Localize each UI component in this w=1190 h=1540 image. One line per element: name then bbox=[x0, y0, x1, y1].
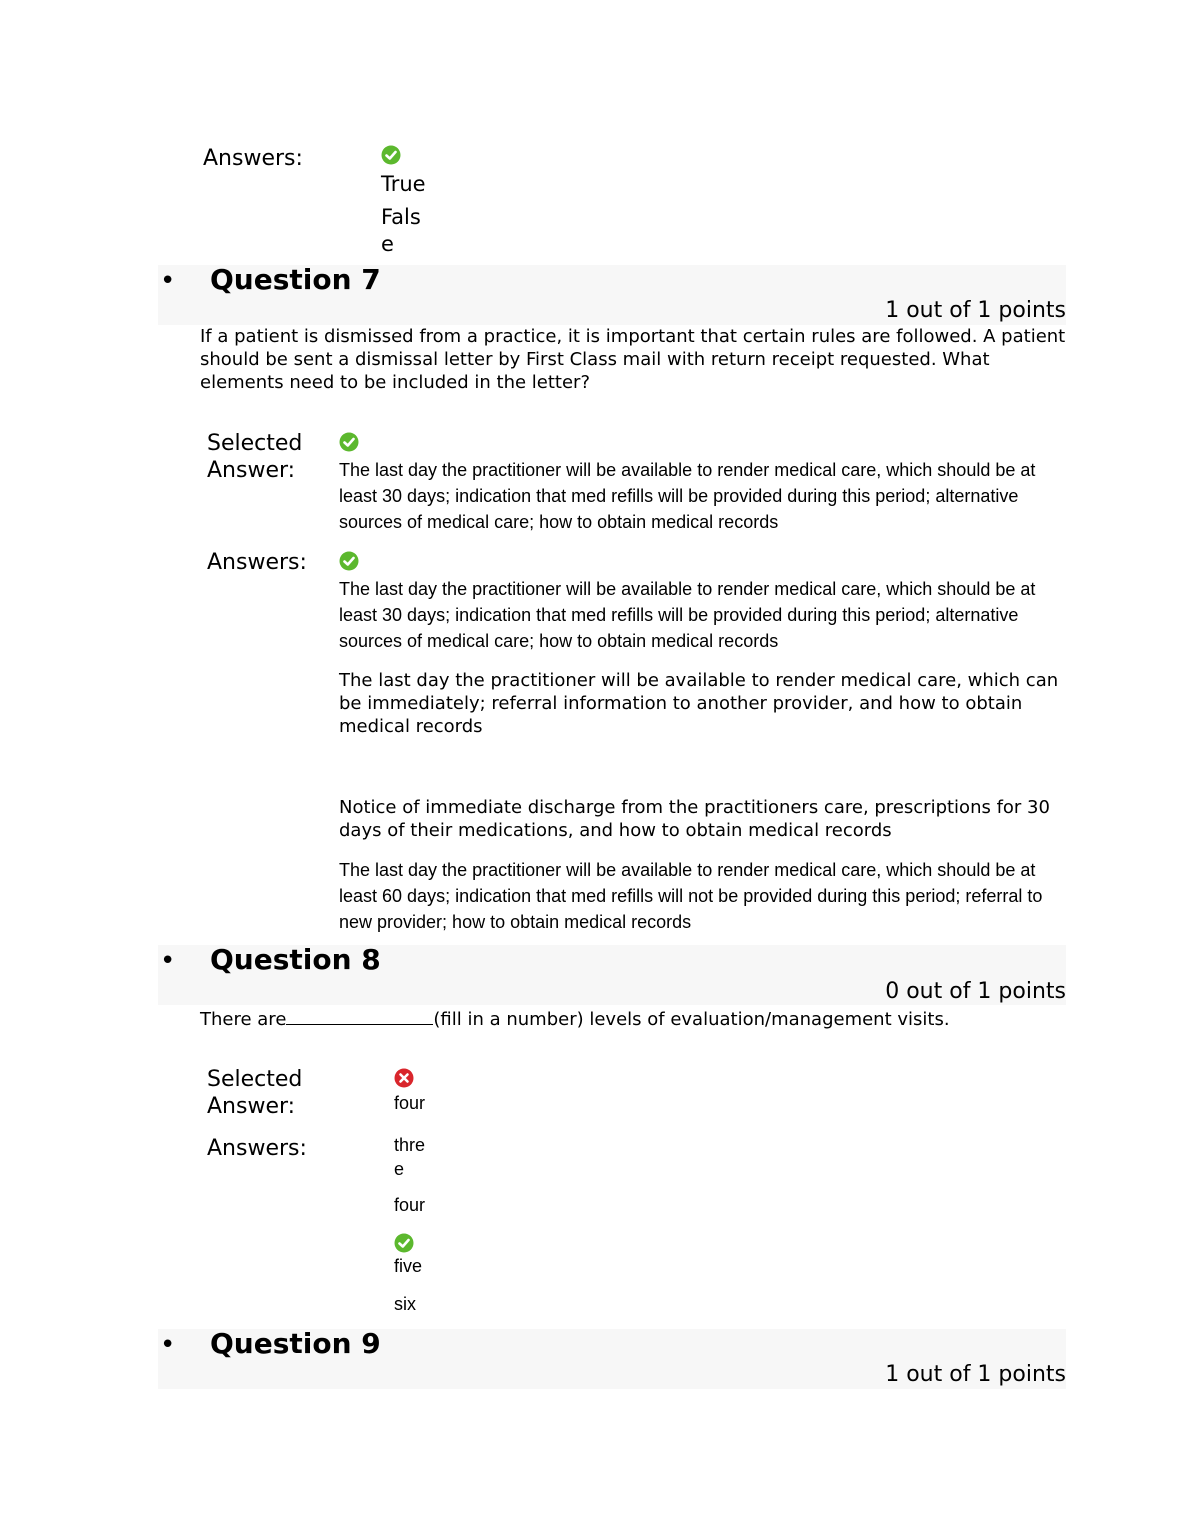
selected-label: Selected bbox=[207, 1067, 303, 1092]
prompt-text: (fill in a number) levels of evaluation/management visits. bbox=[433, 1009, 950, 1030]
answer-option: six bbox=[394, 1294, 416, 1314]
selected-label: Answer: bbox=[207, 458, 296, 483]
bullet: • bbox=[160, 266, 176, 296]
answer-option: four bbox=[394, 1195, 426, 1215]
answer-option: thre bbox=[394, 1135, 426, 1155]
question-points: 1 out of 1 points bbox=[885, 1362, 1066, 1387]
prompt-text: There are bbox=[200, 1009, 287, 1030]
answers-label: Answers: bbox=[203, 146, 303, 171]
answers-label: Answers: bbox=[207, 550, 307, 575]
question-prompt bbox=[200, 1006, 950, 1031]
answer-option: five bbox=[394, 1256, 423, 1276]
selected-answer: four bbox=[394, 1093, 426, 1113]
answer-option-wrap: e bbox=[394, 1159, 405, 1179]
bullet: • bbox=[160, 946, 176, 976]
answer-option: True bbox=[381, 172, 426, 196]
check-circle-icon bbox=[339, 551, 359, 571]
fill-blank bbox=[286, 1006, 433, 1025]
question-points: 0 out of 1 points bbox=[885, 979, 1066, 1004]
selected-answer: The last day the practitioner will be available to render medical care, which should be at least 30 days; indication that med refills will be provided during this period; alternative sources of medical care; how to obtain medical records bbox=[339, 460, 1036, 532]
question-points: 1 out of 1 points bbox=[885, 298, 1066, 323]
answer-option: The last day the practitioner will be available to render medical care, which can be immediately; referral information to another provider, and how to obtain medical records bbox=[339, 670, 1059, 737]
bullet: • bbox=[160, 1330, 176, 1360]
answer-option: The last day the practitioner will be available to render medical care, which should be at least 30 days; indication that med refills will be provided during this period; alternative sources of medical care; how to obtain medical records bbox=[339, 579, 1036, 651]
selected-label: Selected bbox=[207, 431, 303, 456]
check-circle-icon bbox=[381, 145, 401, 165]
question-title: Question 8 bbox=[210, 943, 381, 976]
answer-option: The last day the practitioner will be available to render medical care, which should be at least 60 days; indication that med refills will not be provided during this period; referral to new provider; how to obtain medical records bbox=[339, 860, 1043, 932]
answer-option: Fals bbox=[381, 205, 421, 229]
question-prompt: If a patient is dismissed from a practice, it is important that certain rules are followed. A patient should be sent a dismissal letter by First Class mail with return receipt requested. What elements need to be included in the letter? bbox=[200, 326, 1066, 393]
answer-option-wrap: e bbox=[381, 232, 394, 256]
question-title: Question 9 bbox=[210, 1327, 381, 1360]
answer-option: Notice of immediate discharge from the practitioners care, prescriptions for 30 days of their medications, and how to obtain medical records bbox=[339, 797, 1050, 841]
question-title: Question 7 bbox=[210, 263, 381, 296]
selected-label: Answer: bbox=[207, 1094, 296, 1119]
answers-label: Answers: bbox=[207, 1136, 307, 1161]
check-circle-icon bbox=[339, 432, 359, 452]
x-circle-icon bbox=[394, 1068, 414, 1088]
check-circle-icon bbox=[394, 1233, 414, 1253]
